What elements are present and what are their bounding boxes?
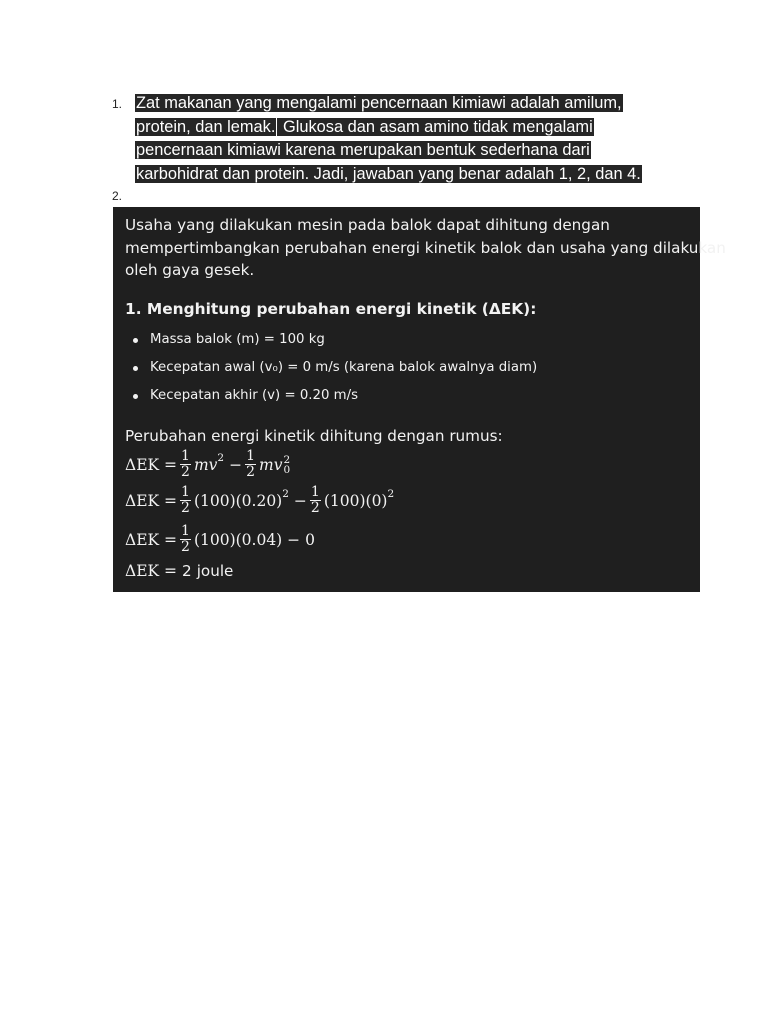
fraction-half: $\frac{1}{2}$: [181, 448, 190, 480]
fraction-half: $\frac{1}{2}$: [181, 484, 190, 516]
intro-line-2: mempertimbangkan perubahan energi kinetik balok dan usaha yang dilakukan: [125, 238, 726, 257]
section-heading: 1. Menghitung perubahan energi kinetik (ΔEK):: [125, 300, 537, 318]
answer-line-1: Zat makanan yang mengalami pencernaan kimiawi adalah amilum,: [136, 94, 622, 112]
answer-line-2b: Glukosa dan asam amino tidak mengalami: [278, 117, 593, 136]
bullet-mass: Massa balok (m) = 100 kg: [129, 329, 537, 357]
eq-lhs: ΔEK =: [125, 455, 178, 474]
bullet-final-velocity: Kecepatan akhir (v) = 0.20 m/s: [129, 385, 537, 413]
embedded-answer-screenshot: [113, 207, 726, 592]
list-number-2: 2.: [112, 189, 123, 203]
eq-lhs: ΔEK =: [125, 530, 178, 549]
eq-mv0: mv: [259, 455, 283, 474]
equation-line-3: ΔEK = $\frac{1}{2}$ (100)(0.04) − 0: [125, 523, 315, 555]
formula-intro: Perubahan energi kinetik dihitung dengan rumus:: [125, 427, 503, 445]
answer-line-2a: protein, dan lemak.: [136, 117, 276, 136]
equation-line-1: ΔEK = $\frac{1}{2}$ mv 2 − $\frac{1}{2}$ mv 2 0: [125, 448, 291, 480]
eq-lhs: ΔEK =: [125, 491, 178, 510]
given-values-list: [129, 329, 537, 413]
list-item-1-text: [135, 92, 675, 186]
answer-line-4: karbohidrat dan protein. Jadi, jawaban yang benar adalah 1, 2, dan 4.: [136, 164, 641, 183]
eq-result-unit: joule: [196, 562, 234, 580]
fraction-half: $\frac{1}{2}$: [181, 523, 190, 555]
eq-lhs: ΔEK =: [125, 562, 178, 580]
fraction-half: $\frac{1}{2}$: [310, 484, 320, 516]
equation-line-4: [125, 562, 233, 580]
list-number-1: 1.: [112, 97, 123, 111]
intro-paragraph: [125, 214, 726, 282]
answer-line-3: pencernaan kimiawi karena merupakan bentuk sederhana dari: [136, 141, 590, 159]
bullet-initial-velocity: Kecepatan awal (v₀) = 0 m/s (karena balok awalnya diam): [129, 357, 537, 385]
eq-result-value: 2: [182, 562, 192, 580]
eq-mv: mv: [193, 455, 218, 474]
intro-line-3: oleh gaya gesek.: [125, 261, 255, 280]
fraction-half: $\frac{1}{2}$: [246, 448, 256, 480]
intro-line-1: Usaha yang dilakukan mesin pada balok dapat dihitung dengan: [125, 216, 610, 234]
equation-line-2: ΔEK = $\frac{1}{2}$ (100)(0.20) 2 − $\frac{1}{2}$ (100)(0) 2: [125, 484, 395, 516]
